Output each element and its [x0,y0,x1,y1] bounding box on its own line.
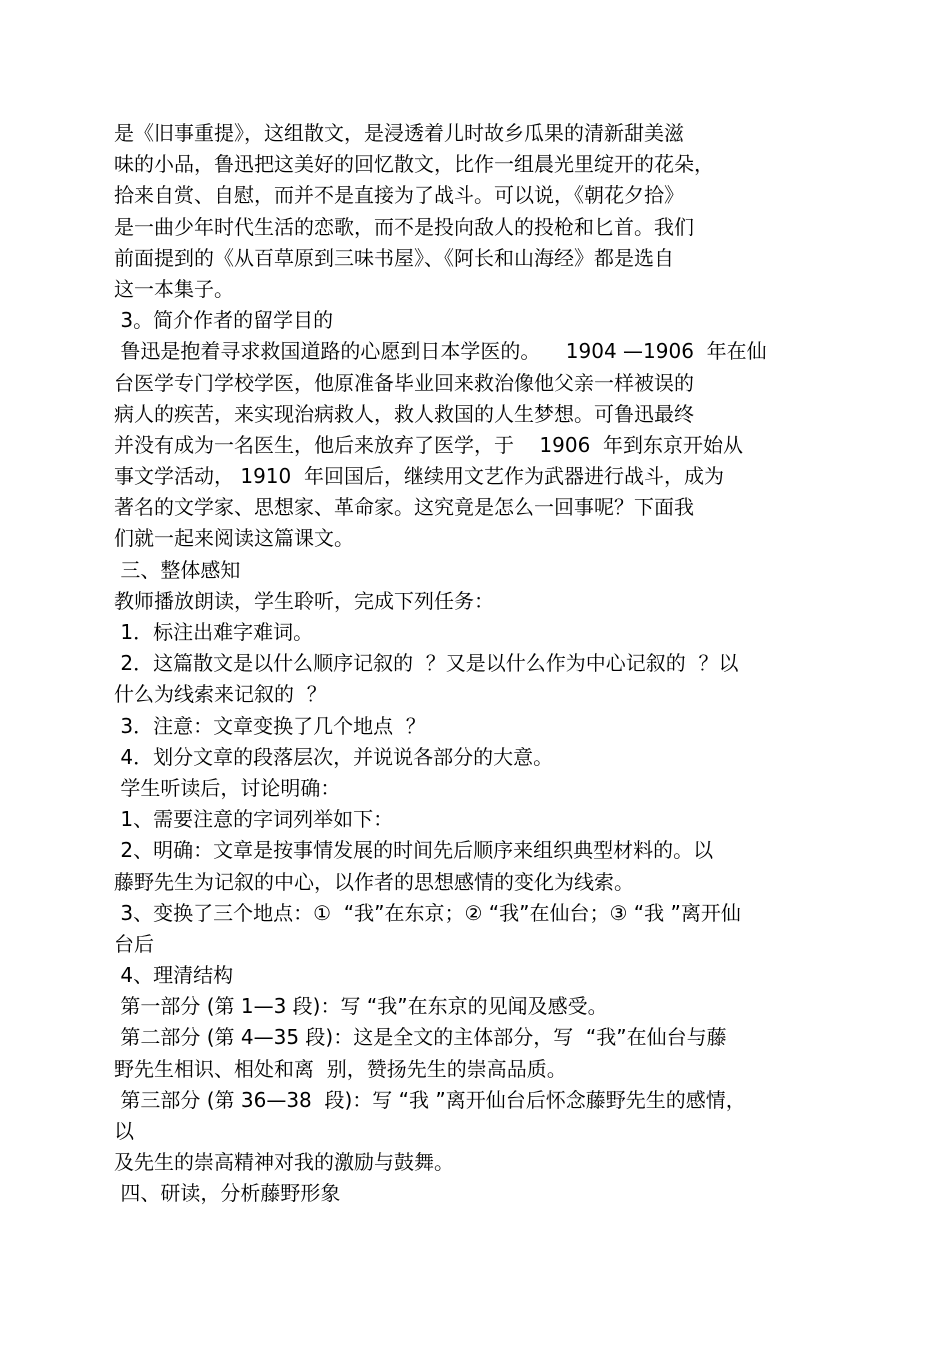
section-heading: 三、整体感知 [114,557,241,582]
text-line: 野先生相识、相处和离 别，赞扬先生的崇高品质。 [114,1056,567,1081]
text-line: 藤野先生为记叙的中心，以作者的思想感情的变化为线索。 [114,869,634,894]
list-item: 4、理清结构 [114,963,234,988]
list-item: 4．划分文章的段落层次，并说说各部分的大意。 [114,744,554,769]
body-text [114,118,874,1210]
list-item: 1．标注出难字难词。 [114,620,314,644]
list-item: 2、明确：文章是按事情发展的时间先后顺序来组织典型材料的。以 [114,838,714,863]
text-line: 们就一起来阅读这篇课文。 [114,526,354,551]
text-line: 第一部分 (第 1—3 段)：写 “我”在东京的见闻及感受。 [114,994,608,1019]
list-item: 2．这篇散文是以什么顺序记叙的 ？又是以什么作为中心记叙的 ？以 [114,651,739,676]
text-line: 前面提到的《从百草原到三味书屋》、《阿长和山海经》都是选自 [114,245,674,270]
text-line: 这一本集子。 [114,276,234,301]
section-heading: 3。简介作者的留学目的 [114,308,334,333]
list-item: 3、变换了三个地点：① “我”在东京；② “我”在仙台；③ “我 ”离开仙 [114,900,741,925]
text-line: 以 [114,1119,134,1143]
text-line: 事文学活动， 1910 年回国后，继续用文艺作为武器进行战斗，成为 [114,464,724,489]
text-line: 什么为线索来记叙的 ？ [114,682,327,707]
text-line: 台医学专门学校学医，他原准备毕业回来救治像他父亲一样被误的 [114,370,694,395]
text-line: 味的小品，鲁迅把这美好的回忆散文，比作一组晨光里绽开的花朵， [114,152,714,177]
text-line: 第三部分 (第 36—38 段)：写 “我 ”离开仙台后怀念藤野先生的感情， [114,1087,746,1112]
section-heading: 四、研读，分析藤野形象 [114,1181,341,1206]
text-line: 是《旧事重提》，这组散文，是浸透着儿时故乡瓜果的清新甜美滋 [114,121,684,145]
text-line: 鲁迅是抱着寻求救国道路的心愿到日本学医的。 1904 —1906 年在仙 [114,339,767,364]
text-line: 并没有成为一名医生，他后来放弃了医学，于 1906 年到东京开始从 [114,432,744,457]
text-line: 台后 [114,931,154,956]
text-line: 病人的疾苦，来实现治病救人，救人救国的人生梦想。可鲁迅最终 [114,401,694,426]
text-line: 教师播放朗读，学生聆听，完成下列任务： [114,588,494,613]
text-line: 及先生的崇高精神对我的激励与鼓舞。 [114,1150,454,1175]
text-line: 著名的文学家、思想家、革命家。这究竟是怎么一回事呢？下面我 [114,495,694,520]
text-line: 第二部分 (第 4—35 段)：这是全文的主体部分，写 “我”在仙台与藤 [114,1025,727,1050]
list-item: 3．注意：文章变换了几个地点 ？ [114,713,426,738]
text-line: 是一曲少年时代生活的恋歌，而不是投向敌人的投枪和匕首。我们 [114,214,694,239]
text-line: 拾来自赏、自慰，而并不是直接为了战斗。可以说，《朝花夕拾》 [114,183,684,208]
list-item: 1、需要注意的字词列举如下： [114,807,394,832]
text-line: 学生听读后，讨论明确： [114,775,341,800]
